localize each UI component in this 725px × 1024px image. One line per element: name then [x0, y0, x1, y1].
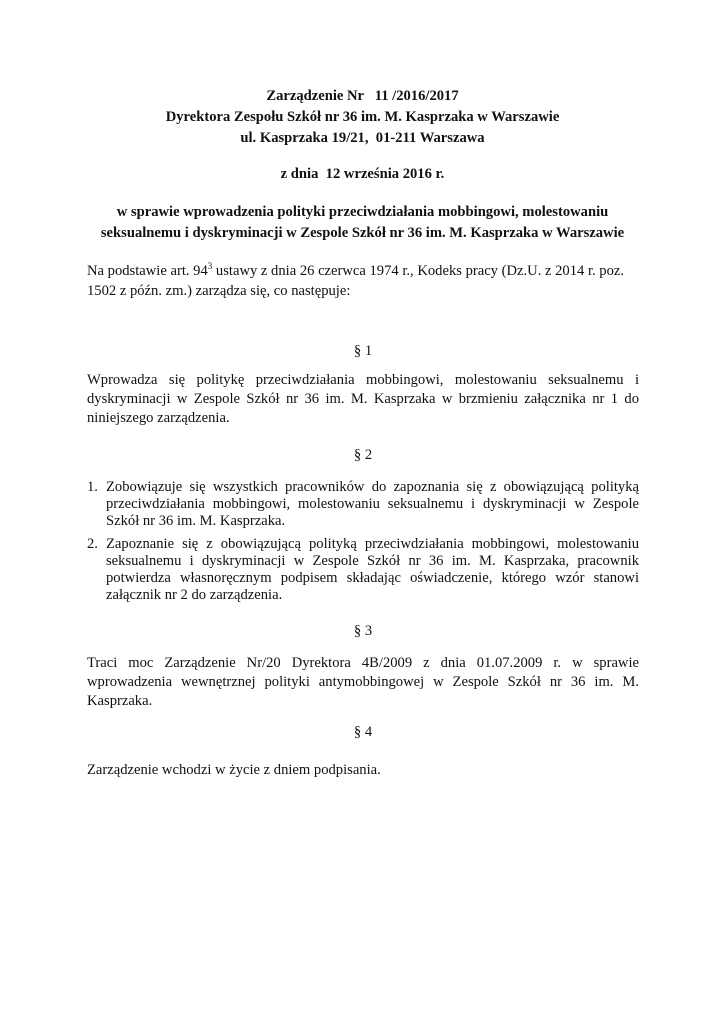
date-line: z dnia 12 września 2016 r. — [280, 166, 445, 182]
issuer-line: Dyrektora Zespołu Szkół nr 36 im. M. Kasprzaka w Warszawie — [165, 109, 560, 125]
list-item-number: 2. — [87, 536, 98, 552]
list-item-text: Zapoznanie się z obowiązującą polityką przeciwdziałania mobbingowi, molestowaniu seksualnemu i dyskryminacji w Zespole Szkół nr 36 im. M. Kasprzaka, pracownik potwierdza własnoręcznym podpisem składając oświadczenie, którego wzór stanowi załącznik nr 2 do zarządzenia. — [106, 536, 639, 603]
document-date — [60, 164, 665, 185]
subject-line-2: seksualnemu i dyskryminacji w Zespole Szkół nr 36 im. M. Kasprzaka w Warszawie — [100, 225, 625, 241]
section-3-title: § 3 — [353, 623, 373, 639]
section-4-title: § 4 — [353, 724, 373, 740]
legal-basis-text-start: Na podstawie art. 94 — [87, 263, 208, 279]
section-2-list — [87, 479, 639, 610]
subject-line-1: w sprawie wprowadzenia polityki przeciwdziałania mobbingowi, molestowaniu — [116, 204, 609, 220]
legal-basis-text-end: ustawy z dnia 26 czerwca 1974 r., Kodeks pracy (Dz.U. z 2014 r. poz. 1502 z późn. zm.) zarządza się, co następuje: — [87, 263, 625, 299]
document-header — [60, 86, 665, 149]
section-2-title: § 2 — [353, 447, 373, 463]
ordinance-number: Zarządzenie Nr 11 /2016/2017 — [266, 88, 459, 104]
section-3-text: Traci moc Zarządzenie Nr/20 Dyrektora 4B/2009 z dnia 01.07.2009 r. w sprawie wprowadzenia wewnętrznej polityki antymobbingowej w Zespole Szkół nr 36 im. M. Kasprzaka. — [87, 655, 639, 709]
address-line: ul. Kasprzaka 19/21, 01-211 Warszawa — [240, 130, 485, 146]
section-1-title: § 1 — [353, 343, 373, 359]
list-item-number: 1. — [87, 479, 98, 495]
list-item — [87, 536, 639, 604]
article-superscript: 3 — [207, 261, 213, 272]
section-1-text: Wprowadza się politykę przeciwdziałania mobbingowi, molestowaniu seksualnemu i dyskryminacji w Zespole Szkół nr 36 im. M. Kasprzaka w brzmieniu załącznika nr 1 do niniejszego zarządzenia. — [87, 372, 639, 426]
document-subject — [60, 202, 665, 244]
list-item-text: Zobowiązuje się wszystkich pracowników do zapoznania się z obowiązującą polityką przeciwdziałania mobbingowi, molestowaniu seksualnemu i dyskryminacji w Zespole Szkół nr 36 im. M. Kasprzaka. — [106, 479, 639, 529]
list-item — [87, 479, 639, 530]
legal-basis-paragraph — [87, 261, 639, 301]
section-4-text: Zarządzenie wchodzi w życie z dniem podpisania. — [87, 762, 381, 778]
